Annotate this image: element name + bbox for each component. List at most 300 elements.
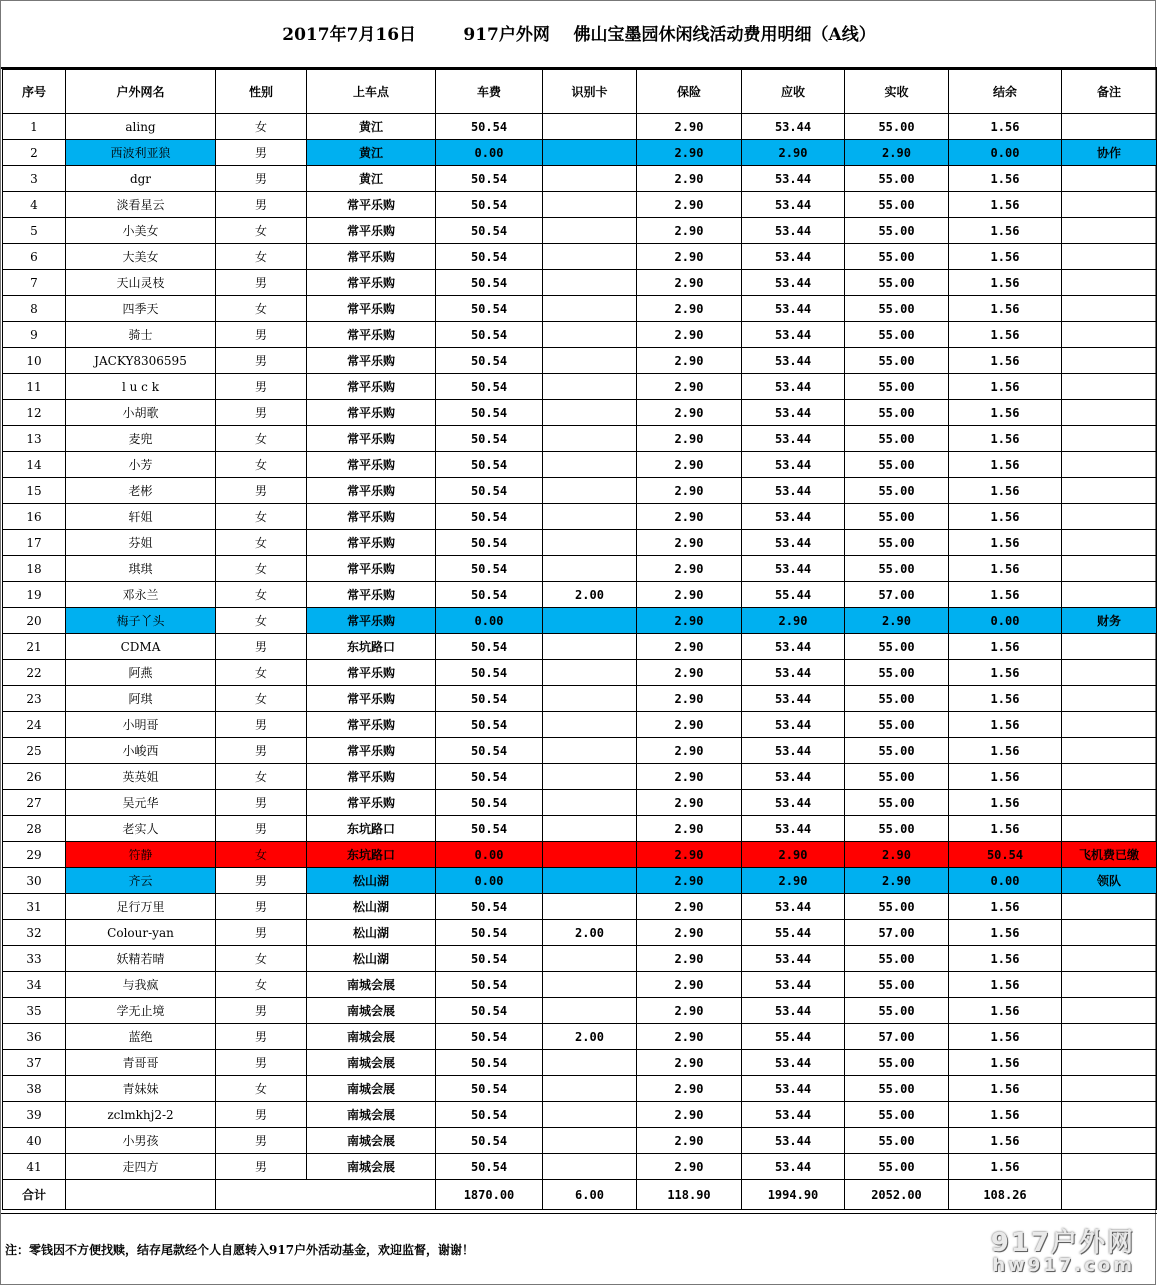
cell-receivable: 53.44 (742, 686, 845, 712)
cell-receivable: 53.44 (742, 192, 845, 218)
table-row (3, 608, 1157, 634)
cell-gender: 男 (216, 192, 307, 218)
cell-balance: 1.56 (949, 114, 1062, 140)
cell-insurance: 2.90 (637, 400, 742, 426)
cell-pickup: 东坑路口 (307, 634, 436, 660)
cell-received: 57.00 (845, 920, 949, 946)
cell-fare: 50.54 (436, 582, 543, 608)
cell-remark (1062, 1050, 1157, 1076)
table-row (3, 1024, 1157, 1050)
col-header-gender: 性别 (216, 70, 307, 114)
cell-insurance: 2.90 (637, 712, 742, 738)
cell-id-card (543, 1102, 637, 1128)
cell-fare: 50.54 (436, 634, 543, 660)
cell-id-card (543, 504, 637, 530)
cell-id-card (543, 322, 637, 348)
cell-id-card (543, 868, 637, 894)
cell-remark (1062, 556, 1157, 582)
cell-insurance: 2.90 (637, 1102, 742, 1128)
cell-pickup: 松山湖 (307, 868, 436, 894)
cell-id-card (543, 686, 637, 712)
cell-receivable: 2.90 (742, 868, 845, 894)
cell-pickup: 常平乐购 (307, 478, 436, 504)
cell-receivable: 2.90 (742, 842, 845, 868)
cell-fare: 50.54 (436, 348, 543, 374)
cell-received: 2.90 (845, 842, 949, 868)
cell-gender: 女 (216, 426, 307, 452)
cell-nickname: 小美女 (66, 218, 216, 244)
cell-receivable: 53.44 (742, 270, 845, 296)
cell-balance: 1.56 (949, 816, 1062, 842)
cell-receivable: 55.44 (742, 920, 845, 946)
cell-nickname: 芬姐 (66, 530, 216, 556)
cell-balance: 0.00 (949, 868, 1062, 894)
cell-balance: 1.56 (949, 530, 1062, 556)
cell-pickup: 南城会展 (307, 1102, 436, 1128)
cell-id-card (543, 1154, 637, 1180)
cell-insurance: 2.90 (637, 790, 742, 816)
cell-id-card (543, 374, 637, 400)
cell-id-card (543, 998, 637, 1024)
cell-pickup: 常平乐购 (307, 608, 436, 634)
cell-gender: 男 (216, 478, 307, 504)
table-row (3, 842, 1157, 868)
cell-nickname: 足行万里 (66, 894, 216, 920)
cell-index: 32 (3, 920, 66, 946)
cell-pickup: 松山湖 (307, 894, 436, 920)
cell-receivable: 53.44 (742, 530, 845, 556)
table-row (3, 452, 1157, 478)
cell-index: 1 (3, 114, 66, 140)
col-header-index: 序号 (3, 70, 66, 114)
footnote: 注：零钱因不方便找赎，结存尾款经个人自愿转入917户外活动基金，欢迎监督，谢谢！ (5, 1243, 475, 1257)
cell-nickname: 妖精若晴 (66, 946, 216, 972)
cell-received: 55.00 (845, 166, 949, 192)
cell-id-card (543, 1076, 637, 1102)
cell-remark (1062, 322, 1157, 348)
cell-remark (1062, 504, 1157, 530)
cell-insurance: 2.90 (637, 582, 742, 608)
cell-remark: 财务 (1062, 608, 1157, 634)
cell-fare: 50.54 (436, 478, 543, 504)
cell-fare: 50.54 (436, 1128, 543, 1154)
cell-nickname: 老实人 (66, 816, 216, 842)
cell-fare: 50.54 (436, 1154, 543, 1180)
cell-remark (1062, 374, 1157, 400)
cell-remark (1062, 972, 1157, 998)
cell-index: 4 (3, 192, 66, 218)
cell-fare: 50.54 (436, 660, 543, 686)
cell-fare: 50.54 (436, 764, 543, 790)
cell-pickup: 南城会展 (307, 972, 436, 998)
cell-pickup: 黄江 (307, 140, 436, 166)
cell-fare: 50.54 (436, 374, 543, 400)
cell-remark (1062, 738, 1157, 764)
cell-balance: 1.56 (949, 426, 1062, 452)
cell-pickup: 南城会展 (307, 1076, 436, 1102)
cell-receivable: 53.44 (742, 166, 845, 192)
cell-gender: 男 (216, 270, 307, 296)
cell-remark (1062, 634, 1157, 660)
cell-pickup: 常平乐购 (307, 244, 436, 270)
cell-fare: 50.54 (436, 166, 543, 192)
cell-receivable: 53.44 (742, 244, 845, 270)
cell-remark (1062, 686, 1157, 712)
cell-remark (1062, 1154, 1157, 1180)
cell-nickname: l u c k (66, 374, 216, 400)
total-fare: 1870.00 (436, 1180, 543, 1210)
cell-remark: 飞机费已缴 (1062, 842, 1157, 868)
cell-index: 38 (3, 1076, 66, 1102)
cell-nickname: 西波利亚狼 (66, 140, 216, 166)
cell-pickup: 东坑路口 (307, 842, 436, 868)
cell-balance: 1.56 (949, 296, 1062, 322)
cell-index: 10 (3, 348, 66, 374)
cell-receivable: 2.90 (742, 140, 845, 166)
cell-pickup: 松山湖 (307, 946, 436, 972)
cell-gender: 女 (216, 452, 307, 478)
cell-gender: 男 (216, 868, 307, 894)
table-row (3, 998, 1157, 1024)
cell-pickup: 常平乐购 (307, 790, 436, 816)
cell-nickname: zclmkhj2-2 (66, 1102, 216, 1128)
table-row (3, 140, 1157, 166)
cell-index: 25 (3, 738, 66, 764)
cell-id-card (543, 192, 637, 218)
cell-balance: 1.56 (949, 218, 1062, 244)
cell-receivable: 53.44 (742, 764, 845, 790)
cell-balance: 1.56 (949, 192, 1062, 218)
cell-received: 55.00 (845, 374, 949, 400)
table-row (3, 244, 1157, 270)
table-row (3, 556, 1157, 582)
table-row (3, 530, 1157, 556)
cell-nickname: JACKY8306595 (66, 348, 216, 374)
cell-remark (1062, 1076, 1157, 1102)
cell-id-card (543, 816, 637, 842)
table-row (3, 374, 1157, 400)
cell-received: 55.00 (845, 530, 949, 556)
cell-index: 22 (3, 660, 66, 686)
col-header-remark: 备注 (1062, 70, 1157, 114)
cell-fare: 50.54 (436, 790, 543, 816)
cell-receivable: 53.44 (742, 400, 845, 426)
cell-gender: 女 (216, 660, 307, 686)
cell-gender: 男 (216, 634, 307, 660)
cell-received: 55.00 (845, 1050, 949, 1076)
cell-index: 5 (3, 218, 66, 244)
cell-id-card (543, 348, 637, 374)
cell-insurance: 2.90 (637, 946, 742, 972)
cell-gender: 男 (216, 1102, 307, 1128)
cell-nickname: 走四方 (66, 1154, 216, 1180)
cell-fare: 0.00 (436, 842, 543, 868)
table-row (3, 738, 1157, 764)
cell-pickup: 常平乐购 (307, 426, 436, 452)
cell-insurance: 2.90 (637, 842, 742, 868)
watermark-line2: hw917.com (992, 1255, 1135, 1277)
cell-received: 55.00 (845, 686, 949, 712)
cell-insurance: 2.90 (637, 868, 742, 894)
cell-id-card (543, 452, 637, 478)
cell-pickup: 常平乐购 (307, 322, 436, 348)
cell-receivable: 53.44 (742, 1076, 845, 1102)
cell-index: 17 (3, 530, 66, 556)
cell-received: 55.00 (845, 894, 949, 920)
cell-received: 55.00 (845, 1076, 949, 1102)
cell-received: 55.00 (845, 400, 949, 426)
cell-index: 14 (3, 452, 66, 478)
cell-fare: 50.54 (436, 244, 543, 270)
table-row (3, 920, 1157, 946)
cell-gender: 女 (216, 244, 307, 270)
cell-gender: 女 (216, 1076, 307, 1102)
cell-insurance: 2.90 (637, 816, 742, 842)
cell-balance: 1.56 (949, 1154, 1062, 1180)
cell-balance: 1.56 (949, 374, 1062, 400)
cell-remark (1062, 816, 1157, 842)
table-row (3, 348, 1157, 374)
cell-insurance: 2.90 (637, 478, 742, 504)
cell-id-card (543, 556, 637, 582)
cell-insurance: 2.90 (637, 686, 742, 712)
cell-fare: 50.54 (436, 1076, 543, 1102)
cell-pickup: 常平乐购 (307, 452, 436, 478)
cell-received: 55.00 (845, 556, 949, 582)
cell-index: 29 (3, 842, 66, 868)
cell-balance: 0.00 (949, 608, 1062, 634)
cell-receivable: 2.90 (742, 608, 845, 634)
cell-remark (1062, 712, 1157, 738)
cell-balance: 1.56 (949, 1024, 1062, 1050)
table-row (3, 322, 1157, 348)
cell-balance: 50.54 (949, 842, 1062, 868)
cell-id-card (543, 166, 637, 192)
cell-id-card (543, 608, 637, 634)
cell-pickup: 常平乐购 (307, 764, 436, 790)
cell-receivable: 53.44 (742, 348, 845, 374)
cell-pickup: 南城会展 (307, 1024, 436, 1050)
cell-id-card (543, 842, 637, 868)
cell-id-card (543, 218, 637, 244)
cell-insurance: 2.90 (637, 1154, 742, 1180)
table-row (3, 1050, 1157, 1076)
cell-pickup: 常平乐购 (307, 296, 436, 322)
cell-index: 8 (3, 296, 66, 322)
cell-receivable: 53.44 (742, 504, 845, 530)
total-row (3, 1180, 1157, 1210)
cell-remark (1062, 920, 1157, 946)
cell-pickup: 常平乐购 (307, 218, 436, 244)
cell-index: 40 (3, 1128, 66, 1154)
cell-gender: 女 (216, 296, 307, 322)
cell-pickup: 常平乐购 (307, 270, 436, 296)
cell-nickname: 小芳 (66, 452, 216, 478)
cell-fare: 50.54 (436, 998, 543, 1024)
cell-pickup: 常平乐购 (307, 712, 436, 738)
col-header-balance: 结余 (949, 70, 1062, 114)
cell-pickup: 南城会展 (307, 1050, 436, 1076)
cell-pickup: 常平乐购 (307, 556, 436, 582)
cell-pickup: 常平乐购 (307, 400, 436, 426)
cell-gender: 女 (216, 556, 307, 582)
cell-nickname: 老彬 (66, 478, 216, 504)
cell-nickname: 骑士 (66, 322, 216, 348)
cell-id-card (543, 634, 637, 660)
cell-gender: 男 (216, 322, 307, 348)
cell-received: 2.90 (845, 608, 949, 634)
cell-index: 28 (3, 816, 66, 842)
cell-receivable: 53.44 (742, 296, 845, 322)
table-row (3, 1102, 1157, 1128)
cell-received: 55.00 (845, 478, 949, 504)
cell-id-card: 2.00 (543, 582, 637, 608)
cell-id-card (543, 114, 637, 140)
cell-receivable: 53.44 (742, 374, 845, 400)
cell-id-card (543, 478, 637, 504)
cell-gender: 女 (216, 114, 307, 140)
cell-insurance: 2.90 (637, 244, 742, 270)
expense-table (2, 69, 1157, 1210)
cell-nickname: CDMA (66, 634, 216, 660)
watermark-logo (990, 1227, 1135, 1277)
table-row (3, 192, 1157, 218)
cell-gender: 男 (216, 816, 307, 842)
cell-insurance: 2.90 (637, 192, 742, 218)
cell-fare: 50.54 (436, 504, 543, 530)
cell-balance: 1.56 (949, 478, 1062, 504)
cell-gender: 男 (216, 348, 307, 374)
cell-receivable: 55.44 (742, 582, 845, 608)
table-row (3, 1076, 1157, 1102)
cell-index: 18 (3, 556, 66, 582)
cell-remark (1062, 660, 1157, 686)
cell-fare: 50.54 (436, 556, 543, 582)
cell-nickname: 蓝绝 (66, 1024, 216, 1050)
cell-balance: 0.00 (949, 140, 1062, 166)
cell-remark (1062, 582, 1157, 608)
cell-nickname: Colour-yan (66, 920, 216, 946)
cell-index: 19 (3, 582, 66, 608)
cell-remark (1062, 478, 1157, 504)
cell-index: 24 (3, 712, 66, 738)
cell-id-card (543, 400, 637, 426)
cell-insurance: 2.90 (637, 738, 742, 764)
cell-remark (1062, 946, 1157, 972)
table-row (3, 504, 1157, 530)
col-header-fare: 车费 (436, 70, 543, 114)
cell-received: 2.90 (845, 868, 949, 894)
cell-received: 55.00 (845, 348, 949, 374)
cell-received: 57.00 (845, 582, 949, 608)
cell-pickup: 南城会展 (307, 1154, 436, 1180)
cell-balance: 1.56 (949, 1102, 1062, 1128)
cell-gender: 女 (216, 582, 307, 608)
cell-id-card (543, 972, 637, 998)
cell-receivable: 53.44 (742, 894, 845, 920)
cell-pickup: 南城会展 (307, 998, 436, 1024)
cell-remark (1062, 114, 1157, 140)
cell-balance: 1.56 (949, 244, 1062, 270)
cell-insurance: 2.90 (637, 660, 742, 686)
cell-fare: 50.54 (436, 816, 543, 842)
cell-balance: 1.56 (949, 998, 1062, 1024)
cell-gender: 女 (216, 946, 307, 972)
table-row (3, 972, 1157, 998)
cell-receivable: 53.44 (742, 998, 845, 1024)
cell-fare: 50.54 (436, 530, 543, 556)
cell-insurance: 2.90 (637, 374, 742, 400)
cell-fare: 50.54 (436, 686, 543, 712)
cell-remark (1062, 348, 1157, 374)
cell-pickup: 常平乐购 (307, 686, 436, 712)
cell-received: 55.00 (845, 634, 949, 660)
cell-gender: 男 (216, 1024, 307, 1050)
cell-balance: 1.56 (949, 348, 1062, 374)
cell-fare: 50.54 (436, 920, 543, 946)
cell-received: 55.00 (845, 296, 949, 322)
cell-remark (1062, 244, 1157, 270)
cell-gender: 男 (216, 166, 307, 192)
cell-nickname: 符静 (66, 842, 216, 868)
cell-id-card (543, 244, 637, 270)
cell-insurance: 2.90 (637, 972, 742, 998)
cell-gender: 男 (216, 400, 307, 426)
cell-index: 7 (3, 270, 66, 296)
cell-receivable: 53.44 (742, 816, 845, 842)
cell-receivable: 53.44 (742, 478, 845, 504)
cell-gender: 女 (216, 842, 307, 868)
cell-receivable: 53.44 (742, 1102, 845, 1128)
cell-id-card (543, 894, 637, 920)
cell-fare: 50.54 (436, 972, 543, 998)
cell-id-card (543, 426, 637, 452)
cell-index: 27 (3, 790, 66, 816)
cell-id-card (543, 738, 637, 764)
table-row (3, 686, 1157, 712)
cell-remark: 领队 (1062, 868, 1157, 894)
cell-index: 12 (3, 400, 66, 426)
cell-insurance: 2.90 (637, 1076, 742, 1102)
total-id-card: 6.00 (543, 1180, 637, 1210)
cell-index: 3 (3, 166, 66, 192)
cell-balance: 1.56 (949, 322, 1062, 348)
cell-fare: 50.54 (436, 452, 543, 478)
cell-index: 9 (3, 322, 66, 348)
table-row (3, 868, 1157, 894)
cell-remark (1062, 452, 1157, 478)
cell-pickup: 黄江 (307, 114, 436, 140)
table-row (3, 712, 1157, 738)
cell-pickup: 南城会展 (307, 1128, 436, 1154)
cell-remark (1062, 764, 1157, 790)
cell-nickname: 青妹妹 (66, 1076, 216, 1102)
cell-nickname: 麦兜 (66, 426, 216, 452)
col-header-id-card: 识别卡 (543, 70, 637, 114)
cell-insurance: 2.90 (637, 504, 742, 530)
cell-balance: 1.56 (949, 1050, 1062, 1076)
cell-receivable: 53.44 (742, 1154, 845, 1180)
cell-nickname: 梅子丫头 (66, 608, 216, 634)
cell-fare: 50.54 (436, 946, 543, 972)
cell-receivable: 53.44 (742, 972, 845, 998)
col-header-pickup: 上车点 (307, 70, 436, 114)
total-remark (1062, 1180, 1157, 1210)
cell-insurance: 2.90 (637, 322, 742, 348)
cell-nickname: 青哥哥 (66, 1050, 216, 1076)
cell-insurance: 2.90 (637, 1024, 742, 1050)
cell-receivable: 53.44 (742, 452, 845, 478)
